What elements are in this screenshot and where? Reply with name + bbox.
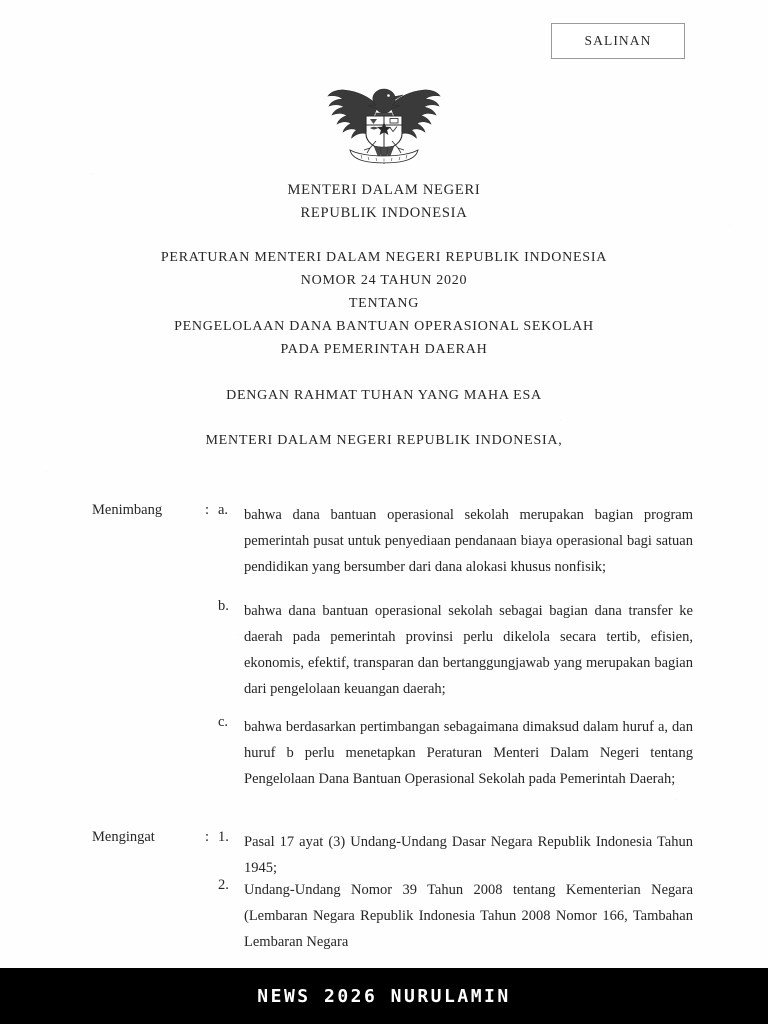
- ministry-line-2: REPUBLIK INDONESIA: [300, 205, 468, 221]
- regulation-number: NOMOR 24 TAHUN 2020: [300, 273, 468, 288]
- recalling-text-2: Undang-Undang Nomor 39 Tahun 2008 tentang Kementerian Negara (Lembaran Negara Republik Indonesia Tahun 2008 Nomor 166, Tambahan Lembaran Negara: [244, 882, 693, 950]
- regulation-about-label: TENTANG: [348, 296, 420, 311]
- recalling-colon: :: [205, 829, 210, 845]
- considering-text-c: bahwa berdasarkan pertimbangan sebagaimana dimaksud dalam huruf a, dan huruf b perlu menetapkan Peraturan Menteri Dalam Negeri tentang Pengelolaan Dana Bantuan Operasional Sekolah pada Pemerintah Daerah;: [244, 719, 693, 787]
- considering-marker-c: c.: [218, 714, 229, 730]
- considering-label: Menimbang: [92, 502, 163, 518]
- regulation-title-line: PERATURAN MENTERI DALAM NEGERI REPUBLIK INDONESIA: [160, 250, 608, 265]
- regulation-subject-line-2: PADA PEMERINTAH DAERAH: [280, 342, 488, 357]
- ministry-line-1: MENTERI DALAM NEGERI: [287, 182, 481, 198]
- salinan-stamp-label: SALINAN: [584, 33, 652, 48]
- considering-marker-b: b.: [218, 598, 229, 614]
- considering-text-a: bahwa dana bantuan operasional sekolah merupakan bagian program pemerintah pusat untuk penyediaan pendanaan biaya operasional bagi satuan pendidikan yang bersumber dari dana alokasi khusus nonfisik;: [244, 507, 693, 575]
- regulation-subject-line-1: PENGELOLAAN DANA BANTUAN OPERASIONAL SEKOLAH: [174, 319, 594, 334]
- considering-colon: :: [205, 502, 210, 518]
- footer-watermark-text: NEWS 2026 NURULAMIN: [257, 985, 511, 1007]
- invocation-line: DENGAN RAHMAT TUHAN YANG MAHA ESA: [226, 388, 542, 403]
- considering-marker-a: a.: [218, 502, 229, 518]
- signatory-title-line: MENTERI DALAM NEGERI REPUBLIK INDONESIA,: [205, 433, 563, 448]
- recalling-label: Mengingat: [92, 829, 155, 845]
- recalling-marker-1: 1.: [218, 829, 229, 845]
- recalling-marker-2: 2.: [218, 877, 229, 893]
- garuda-pancasila-emblem-icon: [324, 80, 444, 170]
- considering-text-b: bahwa dana bantuan operasional sekolah sebagai bagian dana transfer ke daerah pada pemerintah provinsi perlu dikelola secara tertib, efisien, ekonomis, efektif, transparan dan bertanggungjawab yang merupakan bagian dari pengelolaan keuangan daerah;: [244, 603, 693, 697]
- recalling-text-1: Pasal 17 ayat (3) Undang-Undang Dasar Negara Republik Indonesia Tahun 1945;: [244, 834, 693, 876]
- footer-watermark-bar: [0, 968, 768, 1024]
- salinan-stamp-box: [551, 23, 685, 59]
